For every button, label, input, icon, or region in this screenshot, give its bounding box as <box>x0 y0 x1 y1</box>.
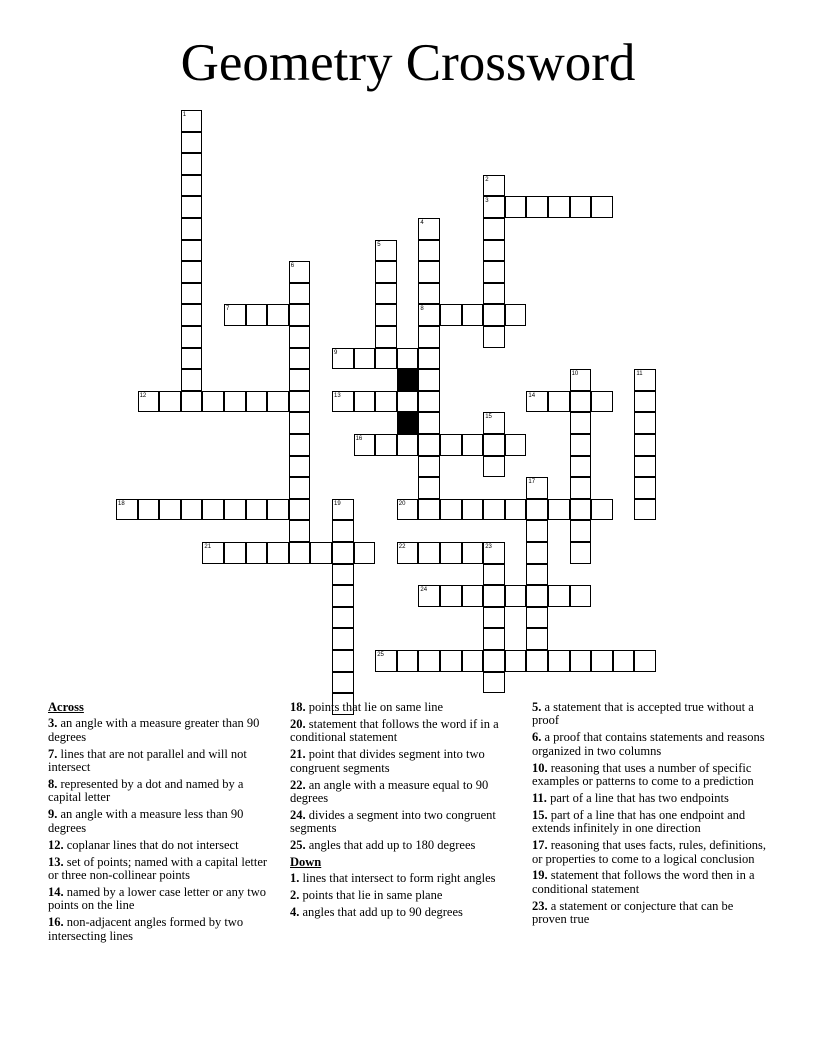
clue-item <box>48 808 270 835</box>
grid-cell[interactable] <box>483 283 505 305</box>
grid-cell[interactable] <box>354 348 376 370</box>
grid-cell[interactable] <box>440 304 462 326</box>
clue-number-label: 15. <box>532 807 548 822</box>
grid-cell[interactable] <box>418 650 440 672</box>
grid-cell[interactable] <box>418 412 440 434</box>
grid-cell[interactable] <box>224 499 246 521</box>
grid-cell[interactable] <box>332 650 354 672</box>
clue-item <box>532 731 768 758</box>
clue-number: 12 <box>139 392 147 399</box>
grid-cell[interactable] <box>375 283 397 305</box>
clue-item <box>48 839 270 852</box>
grid-cell[interactable] <box>246 304 268 326</box>
clue-number-label: 7. <box>48 746 58 761</box>
clue-number-label: 22. <box>290 777 306 792</box>
clue-text: points that lie on same line <box>305 700 444 714</box>
grid-cell[interactable] <box>375 391 397 413</box>
grid-cell[interactable] <box>634 499 656 521</box>
clue-item <box>48 856 270 883</box>
clue-number-label: 16. <box>48 915 64 930</box>
grid-cell[interactable] <box>483 672 505 694</box>
clue-number: 17 <box>528 479 536 486</box>
across-heading: Across <box>48 700 84 714</box>
grid-cell[interactable] <box>181 348 203 370</box>
grid-cell[interactable] <box>570 391 592 413</box>
down-heading: Down <box>290 855 322 870</box>
clue-number-label: 17. <box>532 838 548 853</box>
clue-number-label: 18. <box>290 700 306 714</box>
clue-item <box>532 762 768 789</box>
clue-text: angles that add up to 180 degrees <box>305 838 476 853</box>
grid-cell[interactable] <box>289 477 311 499</box>
grid-cell[interactable] <box>526 607 548 629</box>
grid-cell[interactable] <box>462 585 484 607</box>
grid-cell[interactable] <box>159 391 181 413</box>
clue-text: a proof that contains statements and reasons organized in two columns <box>532 730 765 758</box>
clue-number: 1 <box>182 112 187 118</box>
grid-cell[interactable] <box>570 650 592 672</box>
grid-cell[interactable] <box>267 499 289 521</box>
grid-cell[interactable] <box>332 672 354 694</box>
grid-cell[interactable] <box>570 585 592 607</box>
clue-number: 19 <box>334 500 341 507</box>
clue-item <box>532 809 768 836</box>
grid-cell[interactable] <box>332 542 354 564</box>
grid-cell[interactable] <box>483 261 505 283</box>
clue-text: non-adjacent angles formed by two intersecting lines <box>48 915 244 943</box>
grid-cell[interactable] <box>548 585 570 607</box>
grid-cell[interactable] <box>289 499 311 521</box>
clue-number: 8 <box>420 306 424 313</box>
page-title: Geometry Crossword <box>180 34 636 92</box>
grid-cell[interactable] <box>440 585 462 607</box>
grid-cell[interactable] <box>418 542 440 564</box>
grid-cell[interactable] <box>397 650 419 672</box>
clue-number: 9 <box>334 349 338 356</box>
grid-cell[interactable] <box>332 607 354 629</box>
grid-cell[interactable] <box>440 542 462 564</box>
clue-number: 2 <box>485 176 489 183</box>
clue-item <box>290 839 515 852</box>
clue-number: 11 <box>636 371 643 378</box>
grid-cell[interactable] <box>224 391 246 413</box>
grid-cell[interactable] <box>418 456 440 478</box>
grid-cell[interactable] <box>505 585 527 607</box>
grid-cell[interactable] <box>483 304 505 326</box>
grid-cell[interactable] <box>289 391 311 413</box>
clue-text: an angle with a measure less than 90 degrees <box>48 807 244 835</box>
grid-cell[interactable] <box>181 196 203 218</box>
grid-cell[interactable] <box>138 499 160 521</box>
clue-number-label: 2. <box>290 888 300 903</box>
clue-number: 14 <box>528 392 536 399</box>
clue-number-label: 14. <box>48 884 64 899</box>
grid-cell[interactable] <box>505 499 527 521</box>
grid-cell[interactable] <box>418 477 440 499</box>
grid-cell[interactable] <box>483 607 505 629</box>
grid-cell[interactable] <box>483 628 505 650</box>
clue-item <box>48 717 270 744</box>
clue-item <box>290 872 515 885</box>
clue-text: point that divides segment into two congruent segments <box>290 747 485 775</box>
grid-cell[interactable] <box>267 542 289 564</box>
grid-cell[interactable] <box>570 434 592 456</box>
clue-number: 15 <box>485 414 492 421</box>
clue-item <box>48 916 270 943</box>
clue-item <box>290 889 515 902</box>
grid-cell[interactable] <box>202 499 224 521</box>
clue-number: 10 <box>571 371 579 378</box>
clue-item <box>290 809 515 836</box>
grid-cell[interactable] <box>634 412 656 434</box>
clue-number: 6 <box>290 263 295 270</box>
clue-number: 7 <box>226 306 230 313</box>
grid-cell[interactable] <box>332 520 354 542</box>
clue-item <box>532 900 768 927</box>
clue-text: a statement that is accepted true without a proof <box>532 700 754 728</box>
grid-cell[interactable] <box>526 585 548 607</box>
grid-cell[interactable] <box>289 434 311 456</box>
clue-number-label: 4. <box>290 905 300 920</box>
grid-cell[interactable] <box>289 520 311 542</box>
grid-cell[interactable] <box>634 434 656 456</box>
grid-cell[interactable] <box>418 391 440 413</box>
grid-cell[interactable] <box>289 456 311 478</box>
grid-cell[interactable] <box>570 456 592 478</box>
clue-text: an angle with a measure greater than 90 degrees <box>48 716 260 744</box>
grid-cell[interactable] <box>267 391 289 413</box>
clue-item <box>532 869 768 896</box>
clue-number-label: 11. <box>532 790 547 805</box>
grid-cell[interactable] <box>634 391 656 413</box>
clue-text: reasoning that uses a number of specific examples or patterns to come to a prediction <box>532 760 754 789</box>
clue-item <box>290 906 515 919</box>
grid-cell[interactable] <box>462 304 484 326</box>
grid-cell[interactable] <box>310 542 332 564</box>
clue-number: 20 <box>398 500 406 507</box>
clue-text: reasoning that uses facts, rules, definitions, or properties to come to a logical conclusion <box>532 838 766 866</box>
grid-cell[interactable] <box>526 542 548 564</box>
grid-cell[interactable] <box>570 412 592 434</box>
clue-text: lines that are not parallel and will not intersect <box>48 746 247 775</box>
clue-number-label: 24. <box>290 807 306 822</box>
grid-cell[interactable] <box>181 175 203 197</box>
grid-cell[interactable] <box>570 542 592 564</box>
grid-cell[interactable] <box>289 369 311 391</box>
grid-cell[interactable] <box>483 326 505 348</box>
grid-cell[interactable] <box>440 434 462 456</box>
clue-text: statement that follows the word then in a conditional statement <box>532 868 755 896</box>
grid-cell[interactable] <box>440 650 462 672</box>
clue-number-label: 13. <box>48 854 64 869</box>
clue-text: part of a line that has one endpoint and extends infinitely in one direction <box>532 807 746 836</box>
grid-cell[interactable] <box>181 499 203 521</box>
clue-item <box>290 701 515 714</box>
clue-number: 18 <box>118 500 125 507</box>
grid-cell[interactable] <box>591 196 613 218</box>
clue-text: a statement or conjecture that can be proven true <box>532 898 734 927</box>
clue-text: an angle with a measure equal to 90 degrees <box>290 777 489 805</box>
clue-text: angles that add up to 90 degrees <box>299 905 463 920</box>
clue-column-3 <box>532 701 768 930</box>
clue-item <box>290 718 515 745</box>
grid-cell[interactable] <box>462 650 484 672</box>
grid-cell[interactable] <box>570 520 592 542</box>
grid-cell[interactable] <box>332 585 354 607</box>
grid-cell[interactable] <box>181 369 203 391</box>
clue-column-2 <box>290 701 515 923</box>
clue-item <box>290 779 515 806</box>
clue-number-label: 3. <box>48 716 58 731</box>
clue-text: represented by a dot and named by a capital letter <box>48 777 244 805</box>
grid-cell[interactable] <box>397 348 419 370</box>
grid-cell[interactable] <box>246 542 268 564</box>
clue-number-label: 5. <box>532 700 542 714</box>
clue-number: 22 <box>398 544 406 550</box>
clue-number: 3 <box>485 198 489 205</box>
grid-cell[interactable] <box>505 650 527 672</box>
clue-number: 23 <box>485 544 492 550</box>
grid-cell[interactable] <box>526 196 548 218</box>
clue-item <box>48 886 270 913</box>
grid-cell[interactable] <box>418 369 440 391</box>
clue-number: 5 <box>377 241 381 248</box>
clue-item <box>532 701 768 728</box>
clue-number-label: 10. <box>532 760 548 775</box>
grid-cell[interactable] <box>332 628 354 650</box>
grid-cell[interactable] <box>570 196 592 218</box>
grid-cell[interactable] <box>483 240 505 262</box>
grid-cell[interactable] <box>483 585 505 607</box>
grid-cell[interactable] <box>591 650 613 672</box>
grid-cell[interactable] <box>526 499 548 521</box>
grid-cell[interactable] <box>483 434 505 456</box>
grid-cell[interactable] <box>397 391 419 413</box>
clue-number-label: 12. <box>48 837 64 852</box>
grid-cell[interactable] <box>526 628 548 650</box>
clue-text: statement that follows the word if in a conditional statement <box>290 716 499 745</box>
grid-cell[interactable] <box>289 283 311 305</box>
grid-cell[interactable] <box>375 261 397 283</box>
grid-cell[interactable] <box>548 499 570 521</box>
clue-item <box>48 748 270 775</box>
grid-cell[interactable] <box>289 326 311 348</box>
grid-cell[interactable] <box>462 542 484 564</box>
grid-cell[interactable] <box>483 456 505 478</box>
grid-cell[interactable] <box>181 153 203 175</box>
grid-cell[interactable] <box>354 391 376 413</box>
clue-text: set of points; named with a capital letter or three non-collinear points <box>48 854 268 882</box>
clue-number: 21 <box>204 544 212 550</box>
grid-cell[interactable] <box>634 456 656 478</box>
grid-cell[interactable] <box>483 650 505 672</box>
clue-number-label: 25. <box>290 838 306 853</box>
grid-cell[interactable] <box>375 304 397 326</box>
grid-cell[interactable] <box>483 218 505 240</box>
clue-item <box>48 778 270 805</box>
grid-cell[interactable] <box>591 499 613 521</box>
grid-cell[interactable] <box>246 391 268 413</box>
grid-cell[interactable] <box>548 650 570 672</box>
grid-cell[interactable] <box>548 196 570 218</box>
clue-text: named by a lower case letter or any two points on the line <box>48 884 266 913</box>
grid-cell[interactable] <box>570 499 592 521</box>
clue-number: 16 <box>355 436 363 442</box>
grid-cell[interactable] <box>375 326 397 348</box>
black-cell <box>397 412 419 434</box>
grid-cell[interactable] <box>418 240 440 262</box>
grid-cell[interactable] <box>181 326 203 348</box>
grid-cell[interactable] <box>289 304 311 326</box>
grid-cell[interactable] <box>224 542 246 564</box>
grid-cell[interactable] <box>181 283 203 305</box>
grid-cell[interactable] <box>418 261 440 283</box>
clue-text: part of a line that has two endpoints <box>546 790 729 805</box>
clue-text: points that lie in same plane <box>299 888 443 903</box>
grid-cell[interactable] <box>634 650 656 672</box>
grid-cell[interactable] <box>332 564 354 586</box>
grid-cell[interactable] <box>418 348 440 370</box>
grid-cell[interactable] <box>181 261 203 283</box>
clue-number-label: 6. <box>532 730 542 745</box>
grid-cell[interactable] <box>462 434 484 456</box>
grid-cell[interactable] <box>634 477 656 499</box>
grid-cell[interactable] <box>418 499 440 521</box>
grid-cell[interactable] <box>505 304 527 326</box>
grid-cell[interactable] <box>591 391 613 413</box>
grid-cell[interactable] <box>462 499 484 521</box>
grid-cell[interactable] <box>418 434 440 456</box>
grid-cell[interactable] <box>289 412 311 434</box>
grid-cell[interactable] <box>548 391 570 413</box>
grid-cell[interactable] <box>181 240 203 262</box>
grid-cell[interactable] <box>526 650 548 672</box>
clue-number-label: 20. <box>290 716 306 731</box>
grid-cell[interactable] <box>505 196 527 218</box>
grid-cell[interactable] <box>440 499 462 521</box>
clue-number-label: 1. <box>290 871 300 886</box>
clue-number: 13 <box>334 392 341 399</box>
clue-number-label: 9. <box>48 807 58 822</box>
grid-cell[interactable] <box>267 304 289 326</box>
grid-cell[interactable] <box>397 434 419 456</box>
grid-cell[interactable] <box>526 564 548 586</box>
grid-cell[interactable] <box>289 542 311 564</box>
clue-number: 4 <box>420 220 424 226</box>
grid-cell[interactable] <box>289 348 311 370</box>
clue-item <box>290 748 515 775</box>
grid-cell[interactable] <box>181 218 203 240</box>
grid-cell[interactable] <box>181 132 203 154</box>
grid-cell[interactable] <box>375 348 397 370</box>
grid-cell[interactable] <box>483 499 505 521</box>
grid-cell[interactable] <box>181 304 203 326</box>
grid-cell[interactable] <box>505 434 527 456</box>
clue-text: divides a segment into two congruent segments <box>290 807 496 836</box>
clue-item <box>532 839 768 866</box>
grid-cell[interactable] <box>375 434 397 456</box>
grid-cell[interactable] <box>483 564 505 586</box>
clue-number-label: 8. <box>48 777 58 792</box>
clue-number-label: 19. <box>532 868 548 883</box>
clue-text: lines that intersect to form right angles <box>299 871 496 886</box>
grid-cell[interactable] <box>526 520 548 542</box>
grid-cell[interactable] <box>418 326 440 348</box>
clue-number: 24 <box>420 587 428 594</box>
grid-cell[interactable] <box>570 477 592 499</box>
clue-number-label: 21. <box>290 747 306 762</box>
grid-cell[interactable] <box>181 391 203 413</box>
clue-number-label: 23. <box>532 898 548 913</box>
clue-text: coplanar lines that do not intersect <box>63 837 239 852</box>
grid-cell[interactable] <box>202 391 224 413</box>
grid-cell[interactable] <box>418 283 440 305</box>
grid-cell[interactable] <box>159 499 181 521</box>
black-cell <box>397 369 419 391</box>
clue-column-1 <box>48 701 270 947</box>
clue-number: 25 <box>377 652 384 658</box>
clue-item <box>532 792 768 805</box>
grid-cell[interactable] <box>613 650 635 672</box>
grid-cell[interactable] <box>246 499 268 521</box>
grid-cell[interactable] <box>354 542 376 564</box>
